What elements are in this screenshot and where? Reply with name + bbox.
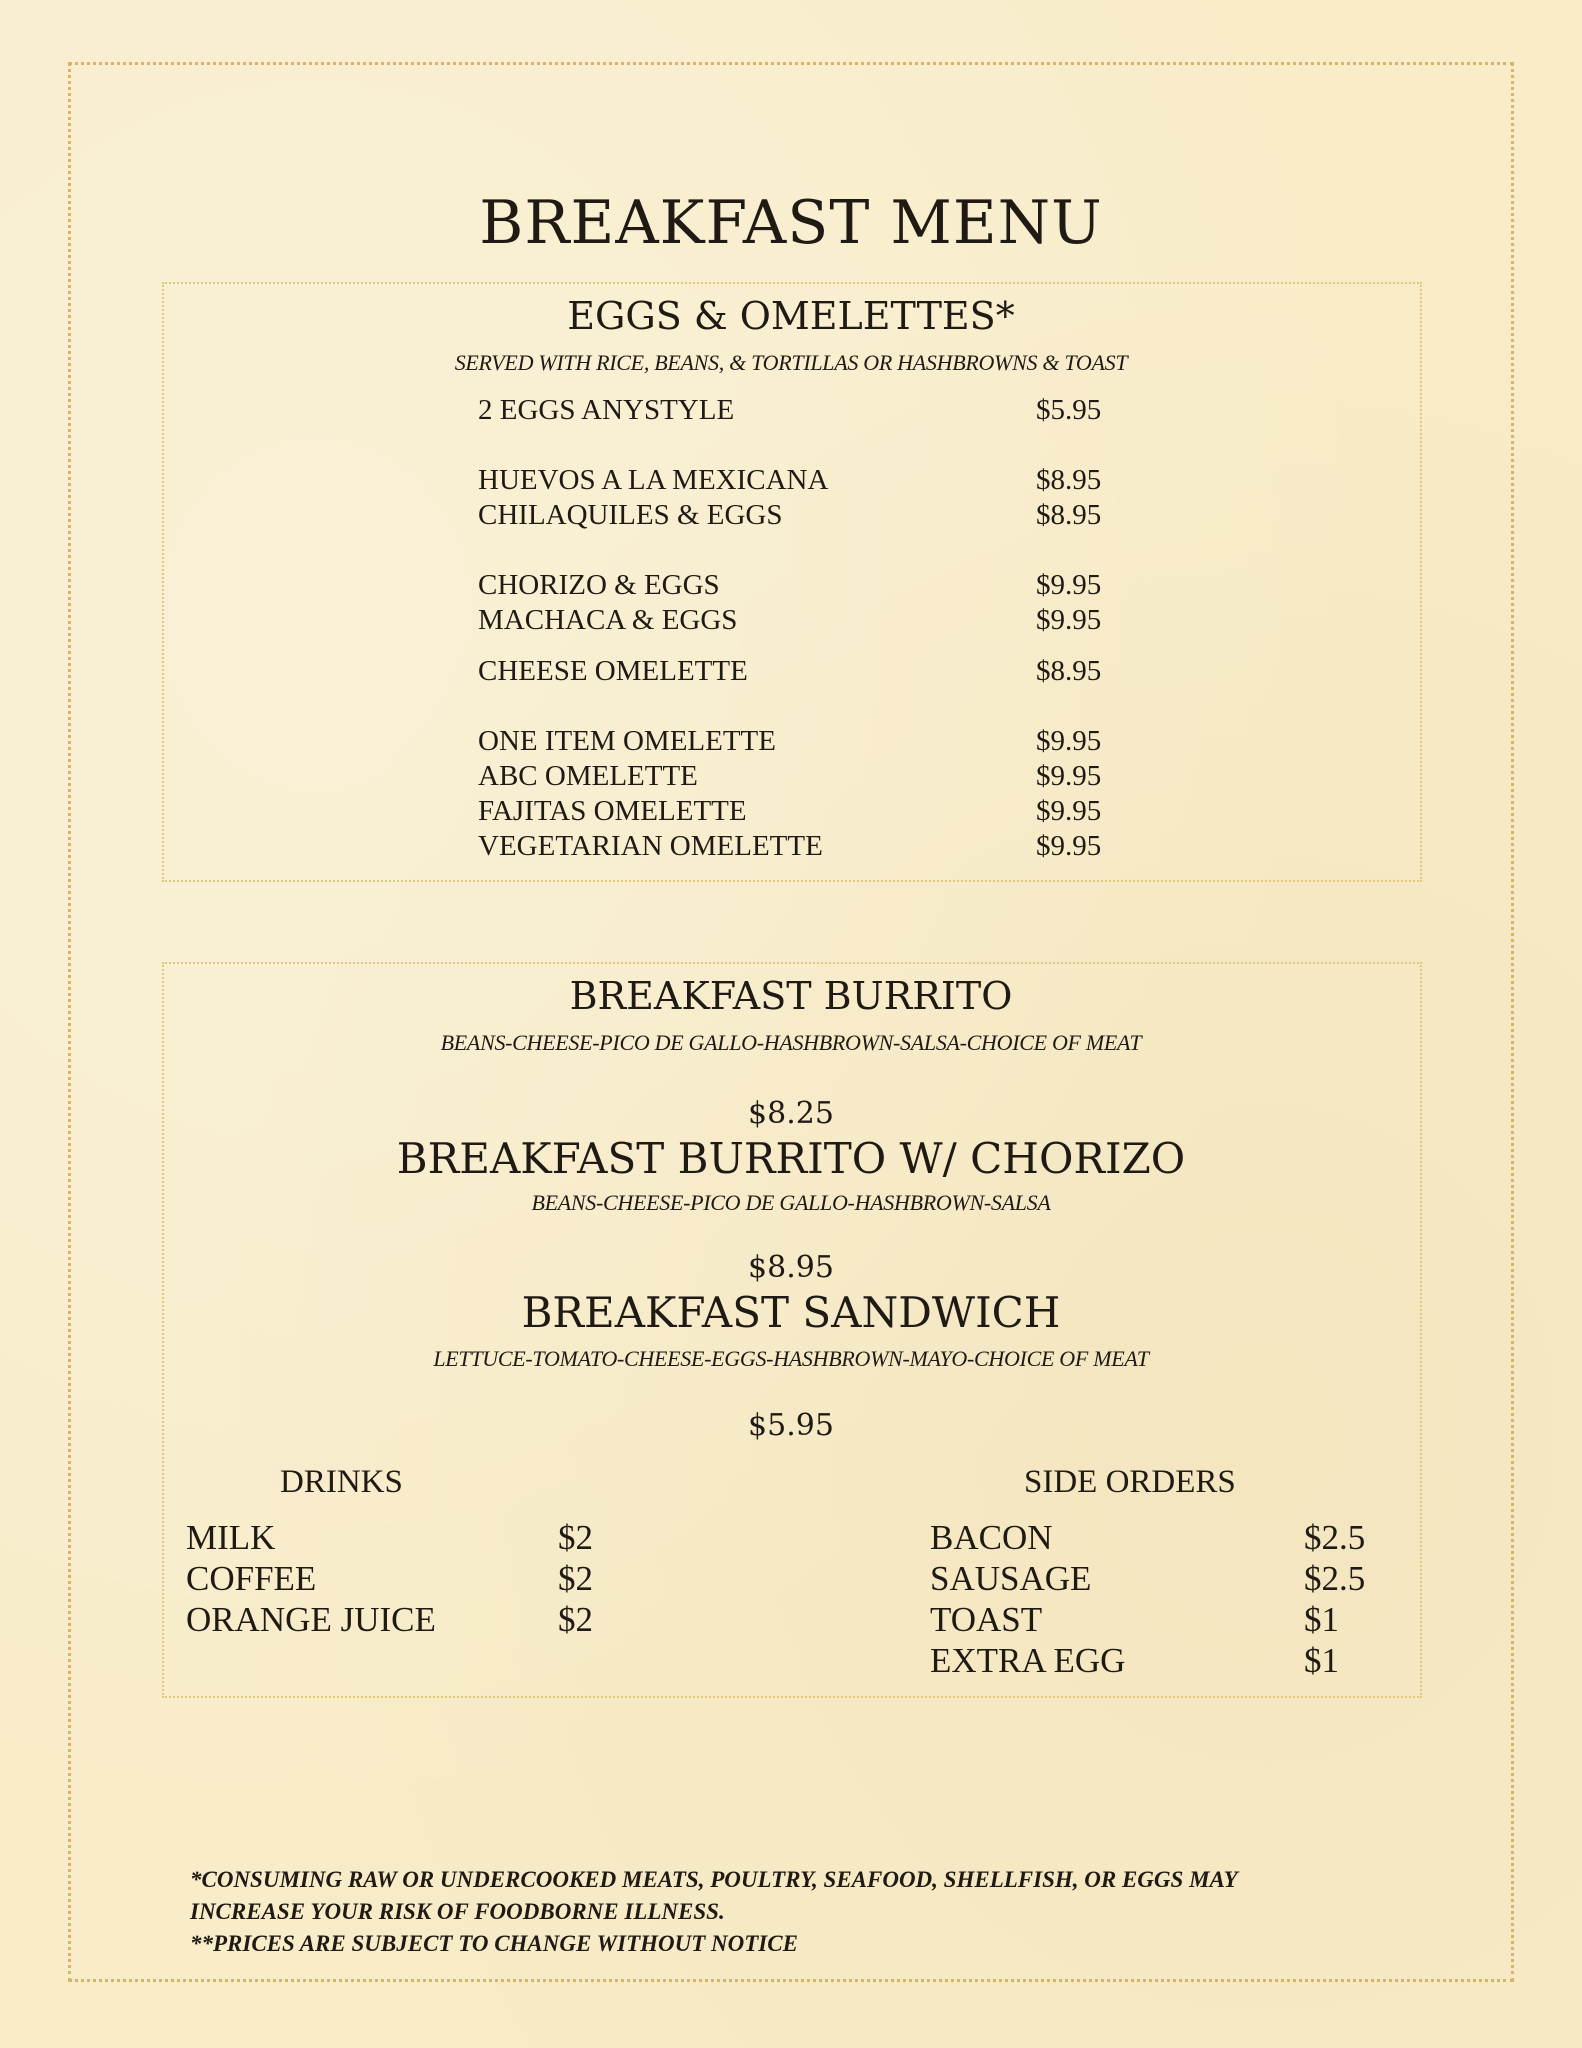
menu-item-name: 2 EGGS ANYSTYLE: [478, 394, 735, 426]
sides-heading: SIDE ORDERS: [1024, 1464, 1236, 1500]
eggs-section-title: EGGS & OMELETTES*: [567, 294, 1015, 338]
page-title: BREAKFAST MENU: [479, 188, 1103, 258]
menu-item-name: FAJITAS OMELETTE: [478, 795, 747, 827]
burrito-chorizo-price: $8.95: [748, 1250, 834, 1285]
drink-name: MILK: [186, 1518, 276, 1557]
menu-item-name: ONE ITEM OMELETTE: [478, 725, 776, 757]
menu-item-price: $9.95: [1036, 830, 1102, 862]
burrito-price: $8.25: [748, 1096, 834, 1131]
menu-item-name: HUEVOS A LA MEXICANA: [478, 464, 829, 496]
drink-price: $2: [558, 1518, 593, 1557]
menu-item-name: ABC OMELETTE: [478, 760, 698, 792]
side-name: TOAST: [930, 1600, 1043, 1639]
side-price: $1: [1304, 1641, 1339, 1680]
footer-price-notice: **PRICES ARE SUBJECT TO CHANGE WITHOUT NOTICE: [190, 1931, 798, 1956]
menu-item-name: CHEESE OMELETTE: [478, 655, 748, 687]
footer-warning-line2: INCREASE YOUR RISK OF FOODBORNE ILLNESS.: [190, 1899, 725, 1924]
burrito-title: BREAKFAST BURRITO: [569, 974, 1013, 1018]
drink-name: ORANGE JUICE: [186, 1600, 436, 1639]
burrito-subtitle: BEANS-CHEESE-PICO DE GALLO-HASHBROWN-SALSA-CHOICE OF MEAT: [440, 1030, 1142, 1055]
menu-item-price: $9.95: [1036, 795, 1102, 827]
menu-item-price: $9.95: [1036, 760, 1102, 792]
side-price: $2.5: [1304, 1518, 1366, 1557]
burrito-chorizo-subtitle: BEANS-CHEESE-PICO DE GALLO-HASHBROWN-SALSA: [531, 1190, 1051, 1215]
menu-item-price: $9.95: [1036, 604, 1102, 636]
menu-item-price: $8.95: [1036, 499, 1102, 531]
side-price: $2.5: [1304, 1559, 1366, 1598]
menu-item-price: $9.95: [1036, 569, 1102, 601]
drink-price: $2: [558, 1600, 593, 1639]
drink-name: COFFEE: [186, 1559, 317, 1598]
sandwich-subtitle: LETTUCE-TOMATO-CHEESE-EGGS-HASHBROWN-MAYO-CHOICE OF MEAT: [433, 1346, 1149, 1371]
side-name: EXTRA EGG: [930, 1641, 1126, 1680]
menu-item-name: VEGETARIAN OMELETTE: [478, 830, 823, 862]
menu-item-name: CHILAQUILES & EGGS: [478, 499, 783, 531]
sandwich-title: BREAKFAST SANDWICH: [521, 1288, 1061, 1337]
drinks-heading: DRINKS: [280, 1464, 403, 1500]
menu-item-price: $9.95: [1036, 725, 1102, 757]
menu-item-price: $8.95: [1036, 464, 1102, 496]
menu-item-price: $5.95: [1036, 394, 1102, 426]
menu-item-name: MACHACA & EGGS: [478, 604, 738, 636]
menu-item-price: $8.95: [1036, 655, 1102, 687]
burrito-chorizo-title: BREAKFAST BURRITO W/ CHORIZO: [396, 1134, 1186, 1183]
eggs-section-subtitle: SERVED WITH RICE, BEANS, & TORTILLAS OR HASHBROWNS & TOAST: [454, 350, 1128, 375]
side-name: SAUSAGE: [930, 1559, 1092, 1598]
sandwich-price: $5.95: [748, 1408, 834, 1443]
side-price: $1: [1304, 1600, 1339, 1639]
footer-warning-line1: *CONSUMING RAW OR UNDERCOOKED MEATS, POULTRY, SEAFOOD, SHELLFISH, OR EGGS MAY: [190, 1867, 1238, 1892]
drink-price: $2: [558, 1559, 593, 1598]
side-name: BACON: [930, 1518, 1053, 1557]
menu-item-name: CHORIZO & EGGS: [478, 569, 720, 601]
